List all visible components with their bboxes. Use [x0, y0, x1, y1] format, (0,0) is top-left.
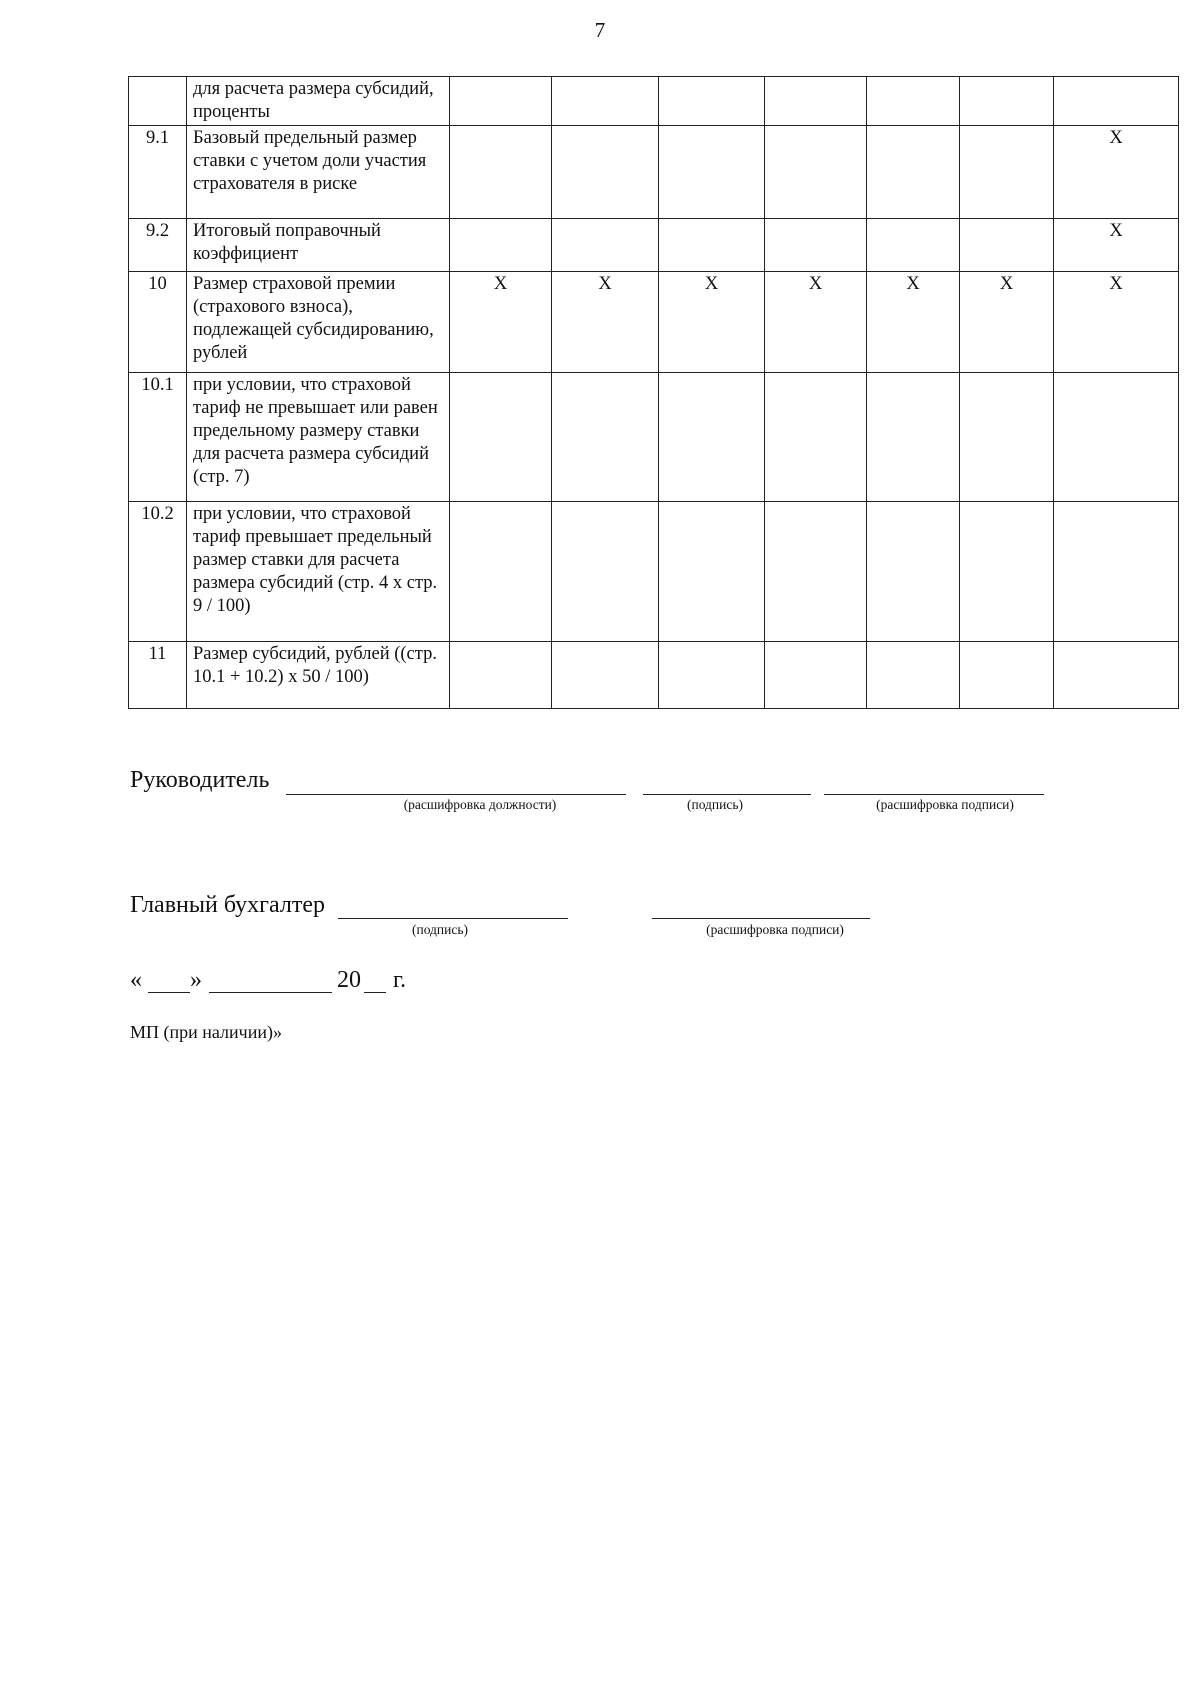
value-cell[interactable] [960, 642, 1054, 709]
value-cell[interactable] [450, 373, 552, 502]
value-cell[interactable] [765, 642, 867, 709]
row-description: при условии, что страховой тариф не превышает или равен предельному размеру ставки для расчета размера субсидий (стр. 7) [187, 373, 450, 502]
value-cell[interactable] [867, 502, 960, 642]
subsidy-calculation-table [128, 76, 1179, 709]
value-cell[interactable] [552, 77, 659, 126]
row-description: при условии, что страховой тариф превышает предельный размер ставки для расчета размера субсидий (стр. 4 х стр. 9 / 100) [187, 502, 450, 642]
table-row [129, 219, 1179, 272]
date-year-line[interactable] [364, 992, 386, 993]
value-cell[interactable] [867, 373, 960, 502]
table-row [129, 502, 1179, 642]
value-cell[interactable] [659, 642, 765, 709]
value-cell[interactable] [552, 502, 659, 642]
value-cell[interactable] [765, 373, 867, 502]
value-cell[interactable]: Х [1054, 272, 1179, 373]
value-cell[interactable]: Х [552, 272, 659, 373]
value-cell[interactable] [765, 77, 867, 126]
value-cell[interactable] [659, 373, 765, 502]
value-cell[interactable] [1054, 502, 1179, 642]
value-cell[interactable] [960, 126, 1054, 219]
value-cell[interactable] [960, 219, 1054, 272]
value-cell[interactable]: Х [1054, 219, 1179, 272]
row-description: для расчета размера субсидий, проценты [187, 77, 450, 126]
value-cell[interactable] [450, 219, 552, 272]
row-description: Базовый предельный размер ставки с учетом доли участия страхователя в риске [187, 126, 450, 219]
head-label: Руководитель [130, 767, 270, 793]
value-cell[interactable] [659, 219, 765, 272]
page-number: 7 [594, 18, 606, 42]
value-cell[interactable] [867, 77, 960, 126]
table-row [129, 126, 1179, 219]
date-year-suffix: г. [393, 967, 407, 993]
value-cell[interactable] [552, 642, 659, 709]
date-close-quote: » [190, 967, 202, 993]
accountant-signature-caption: (подпись) [411, 922, 469, 937]
value-cell[interactable] [765, 502, 867, 642]
value-cell[interactable] [552, 373, 659, 502]
value-cell[interactable] [659, 502, 765, 642]
row-number: 10 [129, 272, 187, 373]
value-cell[interactable] [867, 642, 960, 709]
value-cell[interactable] [659, 77, 765, 126]
value-cell[interactable] [765, 126, 867, 219]
row-number: 10.1 [129, 373, 187, 502]
accountant-signature-line[interactable] [338, 918, 568, 919]
row-description: Итоговый поправочный коэффициент [187, 219, 450, 272]
head-signature-line[interactable] [643, 794, 811, 795]
row-number: 11 [129, 642, 187, 709]
date-year-prefix: 20 [337, 967, 361, 993]
head-signature-caption: (подпись) [686, 797, 744, 812]
value-cell[interactable] [659, 126, 765, 219]
value-cell[interactable]: Х [659, 272, 765, 373]
value-cell[interactable] [960, 77, 1054, 126]
value-cell[interactable]: Х [450, 272, 552, 373]
row-number [129, 77, 187, 126]
value-cell[interactable]: Х [765, 272, 867, 373]
value-cell[interactable] [1054, 373, 1179, 502]
value-cell[interactable] [450, 642, 552, 709]
table-row [129, 272, 1179, 373]
stamp-note: МП (при наличии)» [130, 1022, 282, 1042]
row-description: Размер субсидий, рублей ((стр. 10.1 + 10.2) х 50 / 100) [187, 642, 450, 709]
value-cell[interactable] [1054, 642, 1179, 709]
row-number: 9.2 [129, 219, 187, 272]
value-cell[interactable] [552, 126, 659, 219]
value-cell[interactable] [450, 502, 552, 642]
value-cell[interactable]: Х [867, 272, 960, 373]
value-cell[interactable] [867, 219, 960, 272]
value-cell[interactable] [960, 502, 1054, 642]
head-name-caption: (расшифровка подписи) [876, 797, 1014, 812]
row-number: 10.2 [129, 502, 187, 642]
table-row [129, 373, 1179, 502]
value-cell[interactable]: Х [1054, 126, 1179, 219]
value-cell[interactable] [450, 126, 552, 219]
date-open-quote: « [130, 967, 142, 993]
value-cell[interactable] [867, 126, 960, 219]
value-cell[interactable] [765, 219, 867, 272]
value-cell[interactable] [1054, 77, 1179, 126]
table-row [129, 642, 1179, 709]
head-position-line[interactable] [286, 794, 626, 795]
date-month-line[interactable] [209, 992, 332, 993]
table-row [129, 77, 1179, 126]
date-day-line[interactable] [148, 992, 190, 993]
value-cell[interactable] [450, 77, 552, 126]
head-position-caption: (расшифровка должности) [403, 797, 557, 812]
accountant-name-caption: (расшифровка подписи) [706, 922, 844, 937]
row-number: 9.1 [129, 126, 187, 219]
accountant-label: Главный бухгалтер [130, 892, 325, 918]
value-cell[interactable]: Х [960, 272, 1054, 373]
value-cell[interactable] [552, 219, 659, 272]
accountant-name-line[interactable] [652, 918, 870, 919]
row-description: Размер страховой премии (страхового взноса), подлежащей субсидированию, рублей [187, 272, 450, 373]
value-cell[interactable] [960, 373, 1054, 502]
head-name-line[interactable] [824, 794, 1044, 795]
